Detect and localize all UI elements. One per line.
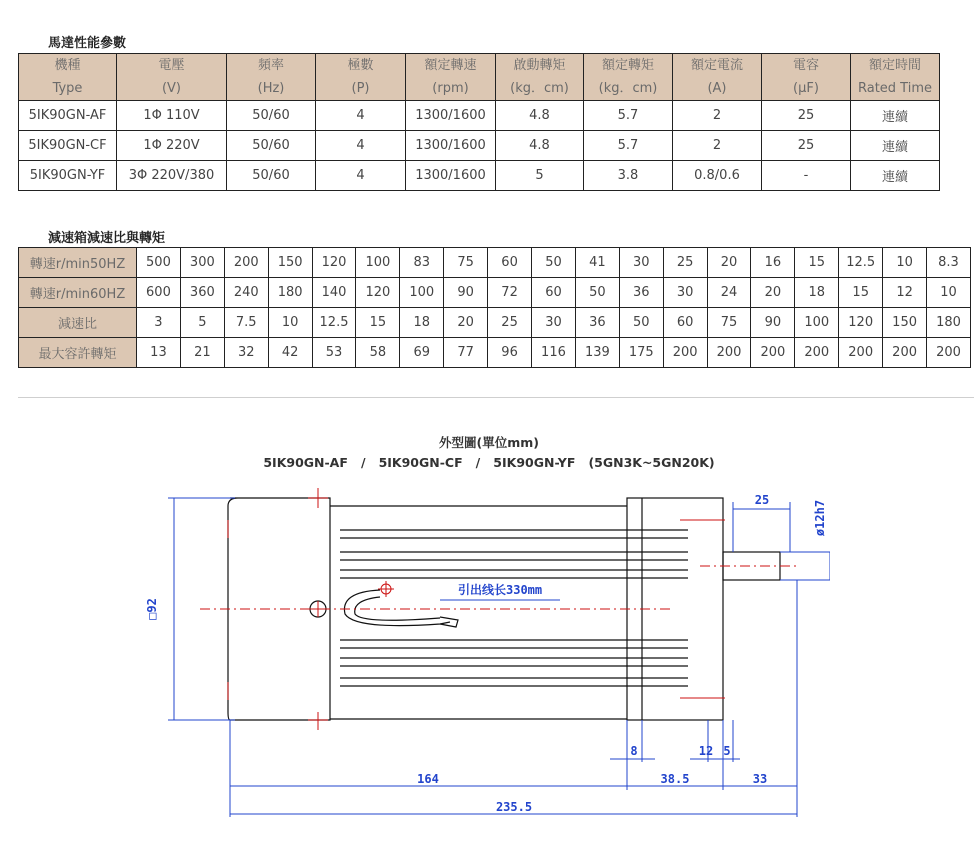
gear-cell: 150 [268,248,312,278]
dim-5: 5 [723,744,731,758]
gear-cell: 10 [927,278,971,308]
gear-cell: 90 [444,278,488,308]
gear-cell: 16 [751,248,795,278]
table-cell: 4.8 [496,101,584,131]
gear-cell: 5 [180,308,224,338]
gear-ratio-table [18,247,971,368]
gear-cell: 15 [839,278,883,308]
gear-cell: 12.5 [839,248,883,278]
gear-cell: 24 [707,278,751,308]
gear-row [19,278,971,308]
gear-row-label: 最大容許轉矩 [19,338,137,368]
drawing-subtitle: 5IK90GN-AF / 5IK90GN-CF / 5IK90GN-YF (5GN3K~5GN20K) [263,455,715,470]
gear-cell: 120 [839,308,883,338]
gear-row-label: 減速比 [19,308,137,338]
motor-header-cell [851,54,940,101]
header-line-1: 電容 [792,58,819,73]
table-cell: 25 [762,131,851,161]
table-cell: 4 [316,131,406,161]
table-row [19,161,940,191]
header-line-1: 電壓 [158,58,185,73]
table-cell: 連續 [851,161,940,191]
outline-drawing [140,472,830,834]
gear-cell: 25 [663,248,707,278]
gear-cell: 200 [883,338,927,368]
table-cell: 1300/1600 [406,161,496,191]
header-line-1: 額定轉矩 [601,58,654,73]
gear-cell: 3 [137,308,181,338]
table-cell: 3Φ 220V/380 [117,161,227,191]
motor-header-cell [762,54,851,101]
table-cell: 3.8 [584,161,673,191]
dim-total: 235.5 [495,800,533,814]
header-line-1: 額定時間 [868,58,921,73]
gear-cell: 150 [883,308,927,338]
motor-header-cell [584,54,673,101]
dim-164: 164 [417,772,439,786]
gear-cell: 42 [268,338,312,368]
table-row [19,101,940,131]
table-cell: 5 [496,161,584,191]
gear-cell: 200 [751,338,795,368]
header-line-2: (μF) [793,81,819,96]
gear-cell: 20 [444,308,488,338]
gear-cell: 360 [180,278,224,308]
divider [18,397,974,398]
drawing-title: 外型圖(單位mm) [439,435,539,450]
gear-row [19,338,971,368]
table-cell: 1Φ 110V [117,101,227,131]
gear-cell: 200 [707,338,751,368]
gear-cell: 36 [575,308,619,338]
gear-cell: 120 [356,278,400,308]
table-cell: 4 [316,101,406,131]
table-cell: 連續 [851,101,940,131]
gear-cell: 83 [400,248,444,278]
gear-cell: 180 [268,278,312,308]
gear-cell: 50 [532,248,576,278]
gear-cell: 36 [619,278,663,308]
motor-header-cell [406,54,496,101]
gear-cell: 7.5 [224,308,268,338]
gear-cell: 12 [883,278,927,308]
gear-cell: 10 [883,248,927,278]
gear-cell: 100 [356,248,400,278]
gear-cell: 18 [795,278,839,308]
header-line-2: (V) [161,81,182,96]
header-line-2: (rpm) [432,81,469,96]
gear-cell: 60 [532,278,576,308]
table-cell: 4 [316,161,406,191]
gear-cell: 90 [751,308,795,338]
motor-header-cell [673,54,762,101]
dim-8: 8 [630,744,638,758]
gear-cell: 41 [575,248,619,278]
gear-cell: 500 [137,248,181,278]
dim-38-5: 38.5 [660,772,690,786]
gear-cell: 25 [488,308,532,338]
header-line-2: (A) [707,81,727,96]
motor-header-cell [19,54,117,101]
gear-cell: 10 [268,308,312,338]
motor-spec-table [18,53,940,191]
dim-shaft-length: 25 [754,493,770,507]
gear-cell: 120 [312,248,356,278]
gear-cell: 75 [444,248,488,278]
table-cell: 1Φ 220V [117,131,227,161]
gear-cell: 200 [927,338,971,368]
gear-cell: 100 [400,278,444,308]
header-line-1: 極數 [347,58,374,73]
gear-cell: 53 [312,338,356,368]
gear-cell: 600 [137,278,181,308]
table-cell: 50/60 [227,131,316,161]
table-cell: 25 [762,101,851,131]
table-cell: - [762,161,851,191]
lead-wire-label: 引出线长330mm [458,583,543,597]
gear-cell: 20 [707,248,751,278]
table-cell: 50/60 [227,101,316,131]
motor-section-title: 馬達性能參數 [48,36,127,51]
header-line-1: 啟動轉矩 [513,58,566,73]
gear-cell: 200 [839,338,883,368]
header-line-2: (kg．cm) [598,81,658,96]
table-cell: 2 [673,101,762,131]
gear-row [19,248,971,278]
gear-cell: 240 [224,278,268,308]
header-line-2: (kg．cm) [510,81,569,96]
gear-cell: 50 [575,278,619,308]
gear-cell: 30 [532,308,576,338]
motor-header-cell [117,54,227,101]
gear-cell: 13 [137,338,181,368]
gear-cell: 200 [224,248,268,278]
gear-section-title: 減速箱減速比與轉矩 [48,231,166,246]
table-cell: 5IK90GN-AF [19,101,117,131]
header-line-1: 機種 [54,58,81,73]
gear-cell: 15 [795,248,839,278]
gear-row-label: 轉速r/min50HZ [19,248,137,278]
header-line-2: (P) [351,81,370,96]
gear-row [19,308,971,338]
gear-cell: 30 [663,278,707,308]
table-cell: 5IK90GN-YF [19,161,117,191]
header-line-1: 頻率 [257,58,284,73]
gear-cell: 175 [619,338,663,368]
motor-header-cell [496,54,584,101]
table-cell: 2 [673,131,762,161]
header-line-2: Type [52,81,83,96]
gear-cell: 69 [400,338,444,368]
motor-header-cell [316,54,406,101]
table-cell: 5IK90GN-CF [19,131,117,161]
gear-cell: 180 [927,308,971,338]
dim-height: □92 [145,598,159,620]
table-cell: 1300/1600 [406,131,496,161]
gear-cell: 21 [180,338,224,368]
gear-cell: 300 [180,248,224,278]
gear-cell: 200 [663,338,707,368]
gear-cell: 50 [619,308,663,338]
table-cell: 5.7 [584,101,673,131]
dim-shaft-dia: ø12h7 [813,499,827,537]
dim-12: 12 [698,744,714,758]
gear-cell: 18 [400,308,444,338]
dim-33: 33 [752,772,768,786]
table-cell: 0.8/0.6 [673,161,762,191]
gear-cell: 58 [356,338,400,368]
header-line-1: 額定轉速 [424,58,477,73]
gear-cell: 200 [795,338,839,368]
gear-cell: 96 [488,338,532,368]
gear-cell: 60 [488,248,532,278]
gear-cell: 77 [444,338,488,368]
table-cell: 4.8 [496,131,584,161]
gear-cell: 116 [532,338,576,368]
gear-cell: 8.3 [927,248,971,278]
gear-cell: 72 [488,278,532,308]
gear-cell: 15 [356,308,400,338]
gear-cell: 139 [575,338,619,368]
gear-row-label: 轉速r/min60HZ [19,278,137,308]
table-cell: 50/60 [227,161,316,191]
motor-header-cell [227,54,316,101]
table-cell: 1300/1600 [406,101,496,131]
table-cell: 5.7 [584,131,673,161]
gear-cell: 100 [795,308,839,338]
gear-cell: 12.5 [312,308,356,338]
gear-cell: 30 [619,248,663,278]
header-line-2: (Hz) [257,81,285,96]
gear-cell: 32 [224,338,268,368]
table-cell: 連續 [851,131,940,161]
gear-cell: 75 [707,308,751,338]
gear-cell: 140 [312,278,356,308]
header-line-2: Rated Time [857,81,932,96]
gear-cell: 60 [663,308,707,338]
header-line-1: 額定電流 [690,58,743,73]
table-row [19,131,940,161]
gear-cell: 20 [751,278,795,308]
